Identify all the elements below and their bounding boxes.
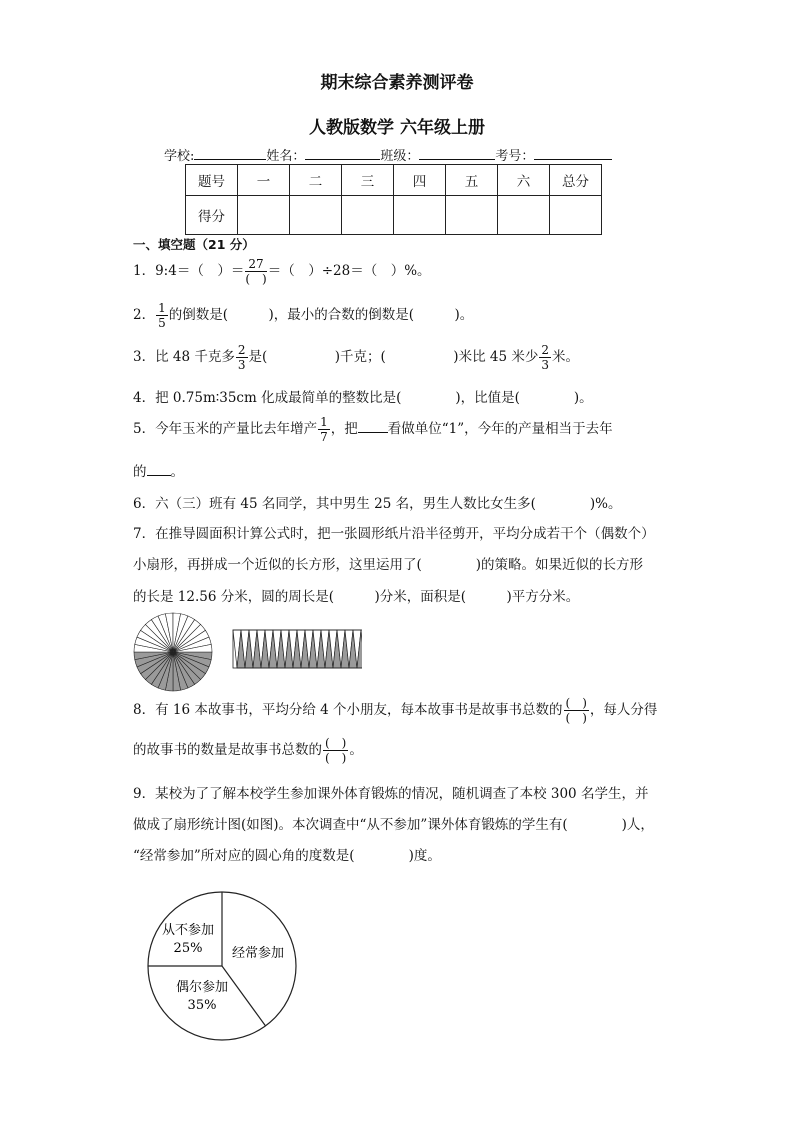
q5-blank-1[interactable] [358, 432, 388, 433]
q1-text-b: ＝（ ）÷28＝（ ）%。 [267, 263, 431, 279]
q8-text-d: 。 [349, 742, 363, 758]
question-6: 6．六（三）班有 45 名同学，其中男生 25 名，男生人数比女生多( )%。 [133, 496, 622, 512]
q8-denominator-1[interactable]: ( ) [565, 711, 587, 725]
score-header-cell: 题号 [186, 165, 238, 196]
score-cell[interactable] [342, 196, 394, 235]
q2-number: 2． [133, 307, 156, 323]
score-row [186, 196, 602, 235]
score-cell[interactable] [446, 196, 498, 235]
score-header-cell: 五 [446, 165, 498, 196]
q2-text-b: 的倒数是( )，最小的合数的倒数是( )。 [168, 307, 474, 323]
number-field[interactable] [534, 159, 612, 160]
q1-numerator: 27 [245, 258, 266, 272]
q8-text-b: ，每人分得 [589, 702, 658, 718]
question-8-cont [133, 737, 363, 764]
name-field[interactable] [305, 159, 380, 160]
score-header-cell: 总分 [550, 165, 602, 196]
score-header-cell: 一 [238, 165, 290, 196]
name-label: 姓名： [266, 149, 306, 164]
q8-numerator-1[interactable]: ( ) [565, 696, 587, 710]
q2-denominator: 5 [158, 316, 166, 330]
score-header-row [186, 165, 602, 196]
q8-fraction-1 [564, 697, 589, 724]
q8-denominator-2[interactable]: ( ) [325, 751, 347, 765]
circle-rearrangement-figure [132, 612, 362, 694]
q5-fraction [318, 416, 330, 443]
q8-text-c: 的故事书的数量是故事书总数的 [133, 742, 322, 758]
q2-fraction [156, 302, 168, 329]
q5-denominator: 7 [320, 430, 328, 444]
q2-numerator: 1 [158, 301, 166, 315]
q1-denominator[interactable]: ( ) [245, 272, 267, 286]
q3-numerator-1: 2 [237, 343, 246, 357]
q5-text-b: ，把 [330, 421, 358, 437]
pie-label-sometimes: 偶尔参加 [175, 980, 229, 995]
question-9-line-3: “经常参加”所对应的圆心角的度数是( )度。 [133, 848, 441, 864]
student-info-line [164, 145, 612, 164]
q1-fraction [245, 258, 266, 285]
question-4: 4．把 0.75m∶35cm 化成最简单的整数比是( )，比值是( )。 [133, 390, 593, 406]
q3-denominator-1: 3 [237, 358, 246, 372]
school-label: 学校: [164, 149, 195, 164]
q5-text-c: 看做单位“1”，今年的产量相当于去年 [387, 421, 613, 437]
score-header-cell: 二 [290, 165, 342, 196]
score-cell[interactable] [394, 196, 446, 235]
question-2 [133, 302, 473, 329]
divided-circle [134, 613, 212, 691]
pie-pct-sometimes: 35% [187, 998, 217, 1013]
q3-text-c: 米。 [551, 349, 579, 365]
q5-text-a: 5．今年玉米的产量比去年增产 [133, 421, 318, 437]
pie-label-never: 从不参加 [161, 923, 215, 938]
question-3 [133, 344, 579, 371]
q8-text-a: 8．有 16 本故事书，平均分给 4 个小朋友，每本故事书是故事书总数的 [133, 702, 563, 718]
approximate-rectangle [233, 630, 362, 668]
q5-numerator: 1 [320, 415, 328, 429]
class-label: 班级： [380, 149, 420, 164]
class-field[interactable] [419, 159, 495, 160]
pie-label-often: 经常参加 [231, 946, 285, 961]
score-cell[interactable] [290, 196, 342, 235]
question-7-line-1: 7．在推导圆面积计算公式时，把一张圆形纸片沿半径剪开，平均分成若干个（偶数个） [133, 526, 655, 542]
q3-numerator-2: 2 [541, 343, 549, 357]
pie-chart [140, 885, 310, 1055]
q3-text-b: 是( )千克；( )米比 45 米少 [248, 349, 539, 365]
school-field[interactable] [194, 159, 266, 160]
q3-text-a: 3．比 48 千克多 [133, 349, 235, 365]
question-5 [133, 416, 613, 443]
question-7-line-2: 小扇形，再拼成一个近似的长方形，这里运用了( )的策略。如果近似的长方形 [133, 557, 644, 573]
page-title: 期末综合素养测评卷 [320, 73, 474, 93]
q3-fraction-1 [236, 344, 248, 371]
number-label: 考号： [495, 149, 535, 164]
question-8 [133, 697, 657, 724]
question-1 [133, 258, 431, 285]
q8-fraction-2 [323, 737, 348, 764]
q5-blank-2[interactable] [147, 475, 171, 476]
page-subtitle: 人教版数学 六年级上册 [309, 118, 485, 138]
q5-text-e: 。 [170, 464, 184, 480]
q3-denominator-2: 3 [541, 358, 549, 372]
question-9-line-2: 做成了扇形统计图(如图)。本次调查中“从不参加”课外体育锻炼的学生有( )人， [133, 817, 654, 833]
question-7-line-3: 的长是 12.56 分米，圆的周长是( )分米，面积是( )平方分米。 [133, 589, 580, 605]
score-table [185, 164, 602, 235]
score-header-cell: 四 [394, 165, 446, 196]
q3-fraction-2 [539, 344, 551, 371]
score-cell[interactable] [498, 196, 550, 235]
score-cell[interactable] [550, 196, 602, 235]
section-title: 一、填空题（21 分） [133, 237, 255, 252]
score-cell[interactable] [238, 196, 290, 235]
score-row-label: 得分 [186, 196, 238, 235]
pie-pct-never: 25% [173, 941, 203, 956]
score-header-cell: 三 [342, 165, 394, 196]
question-9-line-1: 9．某校为了了解本校学生参加课外体育锻炼的情况，随机调查了本校 300 名学生，并 [133, 786, 649, 802]
question-5-cont [133, 460, 184, 480]
score-header-cell: 六 [498, 165, 550, 196]
q5-text-d: 的 [133, 464, 147, 480]
q1-text-a: 1．9:4＝（ ）＝ [133, 263, 245, 279]
q8-numerator-2[interactable]: ( ) [325, 736, 347, 750]
